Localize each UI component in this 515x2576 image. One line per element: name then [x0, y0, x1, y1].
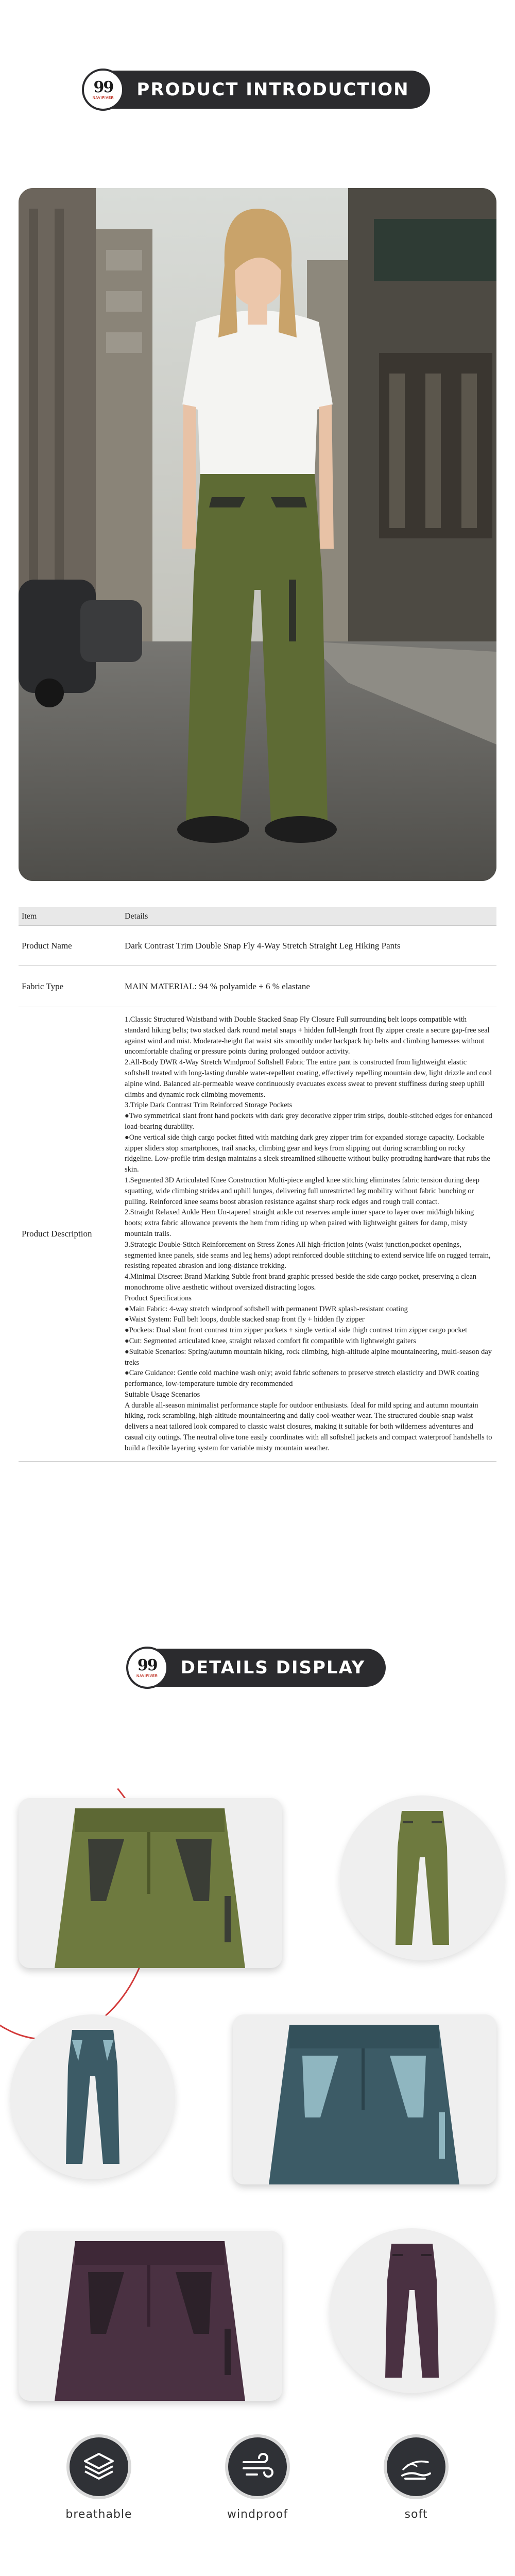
- desc-paragraph: ●Main Fabric: 4-way stretch windproof softshell with permanent DWR splash-resistant coating: [125, 1304, 408, 1313]
- desc-paragraph: Suitable Usage Scenarios: [125, 1390, 200, 1399]
- teal-pants-full: [10, 2014, 175, 2179]
- logo-brand: NAVIFIVER: [136, 1674, 158, 1678]
- table-row: [19, 926, 496, 966]
- teal-pants-closeup: [233, 2014, 496, 2184]
- desc-paragraph: 3.Strategic Double-Stitch Reinforcement on Stress Zones All high-friction joints (waist junction,pocket openings, segmented knee panels, side seams and leg hems) adopt reinforced double stitching to extend service life on rugged terrain, resisting repeated abrasion and long-distance trekking.: [125, 1240, 491, 1270]
- detail-circle-plum-full: [330, 2228, 494, 2393]
- feature-soft: [365, 2434, 468, 2522]
- desc-paragraph: 4.Minimal Discreet Brand Marking Subtle front brand graphic pressed beside the side cargo pocket, preserving a clean monochrome olive aesthetic without oversized distracting logos.: [125, 1273, 477, 1292]
- section-title-intro: PRODUCT INTRODUCTION: [136, 79, 409, 100]
- brand-logo: [126, 1647, 168, 1689]
- details-header: [0, 1649, 515, 1687]
- spec-table: [19, 907, 496, 1462]
- desc-paragraph: ●Suitable Scenarios: Spring/autumn mountain hiking, rock climbing, high-altitude alpine mountaineering, multi-season day treks: [125, 1347, 492, 1367]
- desc-paragraph: 1.Segmented 3D Articulated Knee Construction Multi-piece angled knee stitching eliminates fabric tension during deep squatting, wide climbing strides and uphill lunges, delivering full unrestricted leg mobility without fabric bunching or pulling. Reinforced knee seams boost abrasion resistance against sharp rock edges and rough trail contact.: [125, 1176, 479, 1206]
- plum-pants-full: [330, 2228, 494, 2393]
- row-value-product-name: Dark Contrast Trim Double Snap Fly 4-Way Stretch Straight Leg Hiking Pants: [122, 926, 496, 966]
- feature-label: soft: [404, 2508, 428, 2521]
- table-header-row: [19, 907, 496, 926]
- table-header-details: Details: [122, 907, 496, 926]
- olive-pants-closeup: [19, 1798, 282, 1968]
- feature-label: windproof: [227, 2508, 288, 2521]
- detail-card-olive-closeup: [19, 1798, 282, 1968]
- brand-logo: [82, 69, 124, 111]
- desc-paragraph: Product Specifications: [125, 1294, 192, 1302]
- wind-icon: [225, 2434, 290, 2499]
- desc-paragraph: ●Waist System: Full belt loops, double stacked snap front fly + hidden fly zipper: [125, 1315, 365, 1324]
- detail-circle-teal-full: [10, 2014, 175, 2179]
- row-key-fabric-type: Fabric Type: [19, 966, 122, 1007]
- desc-paragraph: 2.All-Body DWR 4-Way Stretch Windproof Softshell Fabric The entire pant is constructed from lightweight elastic softshell treated with long-lasting durable water-repellent coating, effectively repelling mountain dew, light drizzle and cool alpine wind. Balanced air-permeable weave continuously evacuates excess sweat to prevent stuffiness during steep uphill climbs and dynamic rock climbing movements.: [125, 1058, 492, 1099]
- detail-card-plum-closeup: [19, 2231, 282, 2401]
- hero-photo: [19, 188, 496, 881]
- row-value-fabric-type: MAIN MATERIAL: 94 % polyamide + 6 % elastane: [122, 966, 496, 1007]
- desc-paragraph: ●Pockets: Dual slant front contrast trim zipper pockets + single vertical side thigh contrast trim zipper cargo pocket: [125, 1326, 468, 1335]
- feature-breathable: [47, 2434, 150, 2522]
- desc-paragraph: 3.Triple Dark Contrast Trim Reinforced Storage Pockets: [125, 1101, 293, 1110]
- logo-number: 99: [93, 78, 113, 96]
- section-title-details: DETAILS DISPLAY: [180, 1657, 366, 1678]
- details-pill: [129, 1649, 386, 1687]
- olive-pants-full: [340, 1795, 505, 1960]
- feather-hand-icon: [384, 2434, 449, 2499]
- feature-label: breathable: [65, 2508, 132, 2521]
- table-row: [19, 1007, 496, 1462]
- plum-pants-closeup: [19, 2231, 282, 2401]
- intro-header: [0, 71, 515, 109]
- row-key-product-name: Product Name: [19, 926, 122, 966]
- desc-paragraph: A durable all-season minimalist performance staple for outdoor enthusiasts. Ideal for mild spring and autumn mountain hiking, rock scrambling, high-altitude mountaineering and daily cool-weather wear. The structured double-snap waist delivers a neat tailored look compared to classic waist closures, making it suitable for both wilderness adventures and casual city outings. The neutral olive tone easily coordinates with all softshell jackets and compact waterproof handshells to build a flexible layering system for variable misty mountain weather.: [125, 1401, 492, 1452]
- detail-card-teal-closeup: [233, 2014, 496, 2184]
- feature-windproof: [206, 2434, 309, 2522]
- intro-pill: [85, 71, 430, 109]
- desc-paragraph: ●Cut: Segmented articulated knee, straight relaxed comfort fit compatible with lightweight gaiters: [125, 1336, 416, 1345]
- logo-number: 99: [137, 1656, 157, 1674]
- table-row: [19, 966, 496, 1007]
- table-header-item: Item: [19, 907, 122, 926]
- desc-paragraph: ●One vertical side thigh cargo pocket fitted with matching dark grey zipper trim for expanded storage capacity. Lockable zipper sliders stop smartphones, trail snacks, climbing gear and keys from slipping out during scrambling on rocky ridgeline. Low-profile trim design maintains a sleek streamlined silhouette without bulky protruding hardware that rubs the skin.: [125, 1133, 490, 1174]
- row-key-product-description: Product Description: [19, 1007, 122, 1462]
- detail-circle-olive-full: [340, 1795, 505, 1960]
- desc-paragraph: 1.Classic Structured Waistband with Double Stacked Snap Fly Closure Full surrounding belt loops compatible with standard hiking belts; two stacked dark round metal snaps + hidden full-length front fly zipper create a secure gap-free seal against wind and mist. Moderate-height flat waist sits smoothly under backpack hip belts and climbing harnesses without uncomfortable chafing or pressure points during prolonged outdoor activity.: [125, 1015, 490, 1056]
- row-value-product-description: [122, 1007, 496, 1462]
- desc-paragraph: ●Two symmetrical slant front hand pockets with dark grey decorative zipper trim strips, double-stitched edges for enhanced load-bearing durability.: [125, 1112, 492, 1131]
- desc-paragraph: ●Care Guidance: Gentle cold machine wash only; avoid fabric softeners to preserve stretch elasticity and DWR coating performance, low-temperature tumble dry recommended: [125, 1369, 479, 1388]
- hero-illustration: [19, 188, 496, 881]
- layers-icon: [66, 2434, 131, 2499]
- desc-paragraph: 2.Straight Relaxed Ankle Hem Un-tapered straight ankle cut reserves ample inner space to layer over mid/high hiking boots; extra fabric allowance prevents the hem from riding up when paired with lightweight gaiters for damp, misty mountain trails.: [125, 1208, 474, 1238]
- logo-brand: NAVIFIVER: [92, 96, 114, 100]
